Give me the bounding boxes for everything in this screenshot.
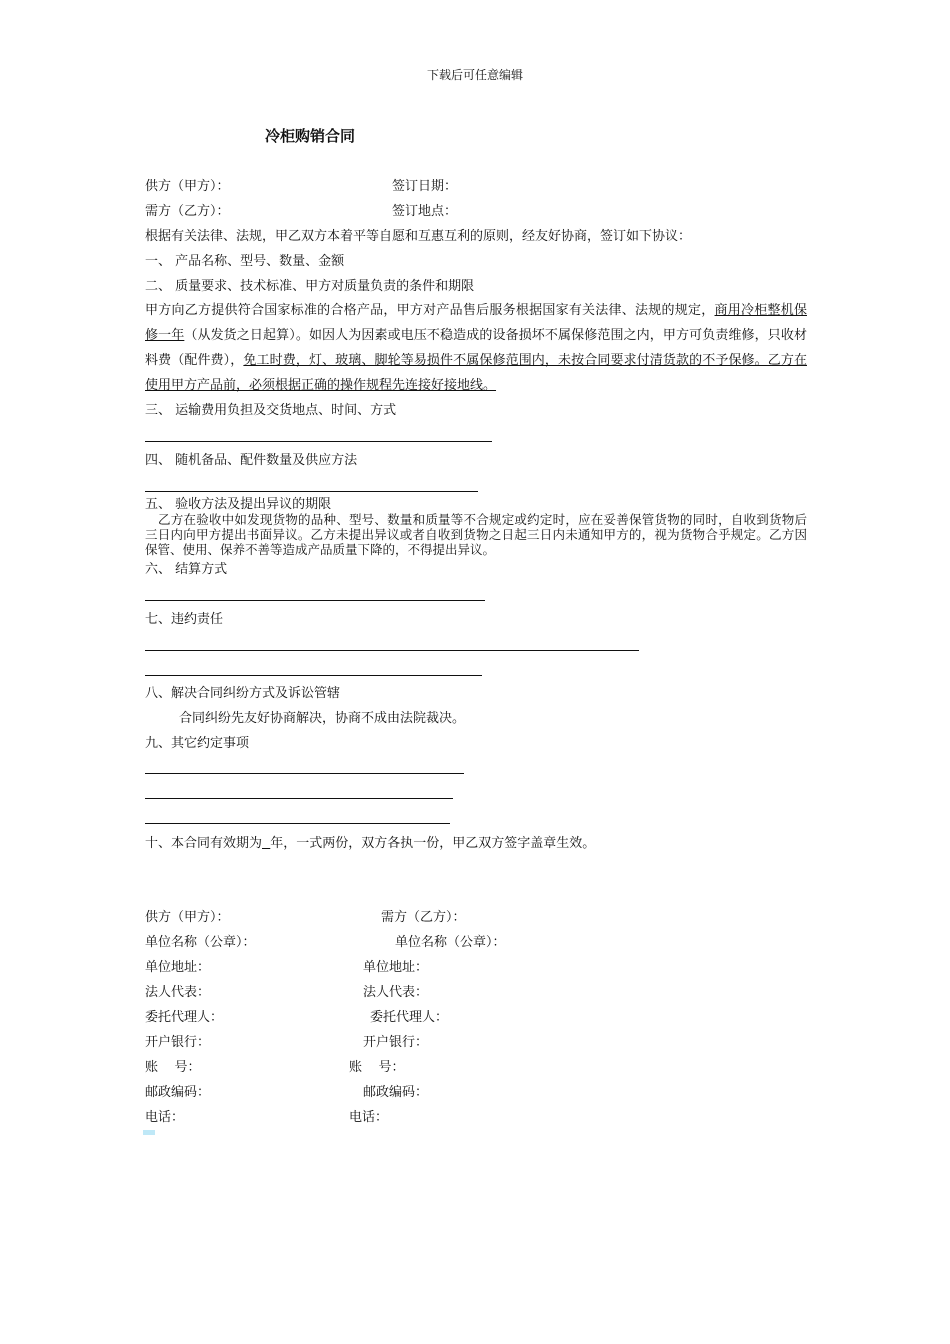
section-5-heading: 五、 验收方法及提出异议的期限 [145, 497, 332, 512]
warranty-clause: 商用冷柜整机保修一年 [145, 303, 807, 343]
section-1-heading: 一、 产品名称、型号、数量、金额 [145, 254, 345, 269]
sign-right-company: 单位名称（公章）： [395, 935, 506, 950]
sign-left-postcode: 邮政编码： [145, 1085, 211, 1100]
section-3-heading: 三、 运输费用负担及交货地点、时间、方式 [145, 403, 397, 418]
section-10-after: 年，一式两份，双方各执一份，甲乙双方签字盖章生效。 [270, 836, 596, 851]
section-6-heading: 六、 结算方式 [145, 562, 228, 577]
sign-left-legal-rep: 法人代表： [145, 985, 211, 1000]
buyer-label: 需方（乙方）： [145, 204, 230, 219]
sign-date-label: 签订日期： [392, 179, 458, 194]
section-5-body: 乙方在验收中如发现货物的品种、型号、数量和质量等不合规定或约定时，应在妥善保管货物的同时，自收到货物后三日内向甲方提出书面异议。乙方未提出异议或者自收到货物之日起三日内未通知甲方的，视为货物合乎规定。乙方因保管、使用、保养不善等造成产品质量下降的，不得提出异议。 [145, 512, 807, 557]
document-title: 冷柜购销合同 [265, 127, 356, 145]
section-6-fill-line [145, 600, 485, 601]
section-8-heading: 八、解决合同纠纷方式及诉讼管辖 [145, 686, 341, 701]
section-2-body-part1: 甲方向乙方提供符合国家标准的合格产品，甲方对产品售后服务根据国家有关法律、法规的规定， [145, 303, 715, 318]
section-2-body [145, 298, 807, 398]
section-4-heading: 四、 随机备品、配件数量及供应方法 [145, 453, 358, 468]
sign-left-company: 单位名称（公章）： [145, 935, 256, 950]
page-header: 下载后可任意编辑 [426, 68, 523, 82]
sign-place-label: 签订地点： [392, 204, 458, 219]
sign-right-postcode: 邮政编码： [363, 1085, 429, 1100]
section-2-body-part3: （从发货之日起算）。如因人为因素或电压不稳造成的设备损坏不属保修范围之内，甲方可负责维修，只收材料费（配件费）， [145, 328, 807, 368]
text-cursor-highlight [143, 1130, 155, 1135]
section-10-before: 十、本合同有效期为 [145, 836, 263, 851]
sign-right-legal-rep: 法人代表： [363, 985, 429, 1000]
section-2-heading: 二、 质量要求、技术标准、甲方对质量负责的条件和期限 [145, 279, 475, 294]
sign-right-bank: 开户银行： [363, 1035, 429, 1050]
sign-buyer-label: 需方（乙方）： [381, 910, 466, 925]
exclusion-clause: 免工时费，灯、玻璃、脚轮等易损件不属保修范围内，未按合同要求付清货款的不予保修。乙方在使用甲方产品前，必须根据正确的操作规程先连接好接地线。 [145, 353, 807, 393]
sign-left-bank: 开户银行： [145, 1035, 211, 1050]
section-9-heading: 九、其它约定事项 [145, 736, 250, 751]
sign-left-account: 账 号： [145, 1060, 201, 1075]
section-9-fill-line-2 [145, 798, 453, 799]
sign-right-account: 账 号： [349, 1060, 405, 1075]
sign-right-address: 单位地址： [363, 960, 429, 975]
section-7-heading: 七、违约责任 [145, 612, 224, 627]
intro-text: 根据有关法律、法规，甲乙双方本着平等自愿和互惠互利的原则，经友好协商，签订如下协议： [145, 229, 692, 244]
sign-left-address: 单位地址： [145, 960, 211, 975]
section-8-body: 合同纠纷先友好协商解决，协商不成由法院裁决。 [179, 711, 466, 726]
sign-supplier-label: 供方（甲方）： [145, 910, 230, 925]
section-9-fill-line-3 [145, 823, 450, 824]
section-7-fill-line-2 [145, 675, 482, 676]
section-4-fill-line [145, 491, 478, 492]
section-3-fill-line [145, 441, 492, 442]
sign-left-phone: 电话： [145, 1110, 185, 1125]
sign-right-agent: 委托代理人： [370, 1010, 449, 1025]
supplier-label: 供方（甲方）： [145, 179, 230, 194]
sign-left-agent: 委托代理人： [145, 1010, 224, 1025]
section-9-fill-line-1 [145, 773, 464, 774]
sign-right-phone: 电话： [349, 1110, 389, 1125]
section-7-fill-line-1 [145, 650, 639, 651]
section-10-text [145, 836, 595, 852]
